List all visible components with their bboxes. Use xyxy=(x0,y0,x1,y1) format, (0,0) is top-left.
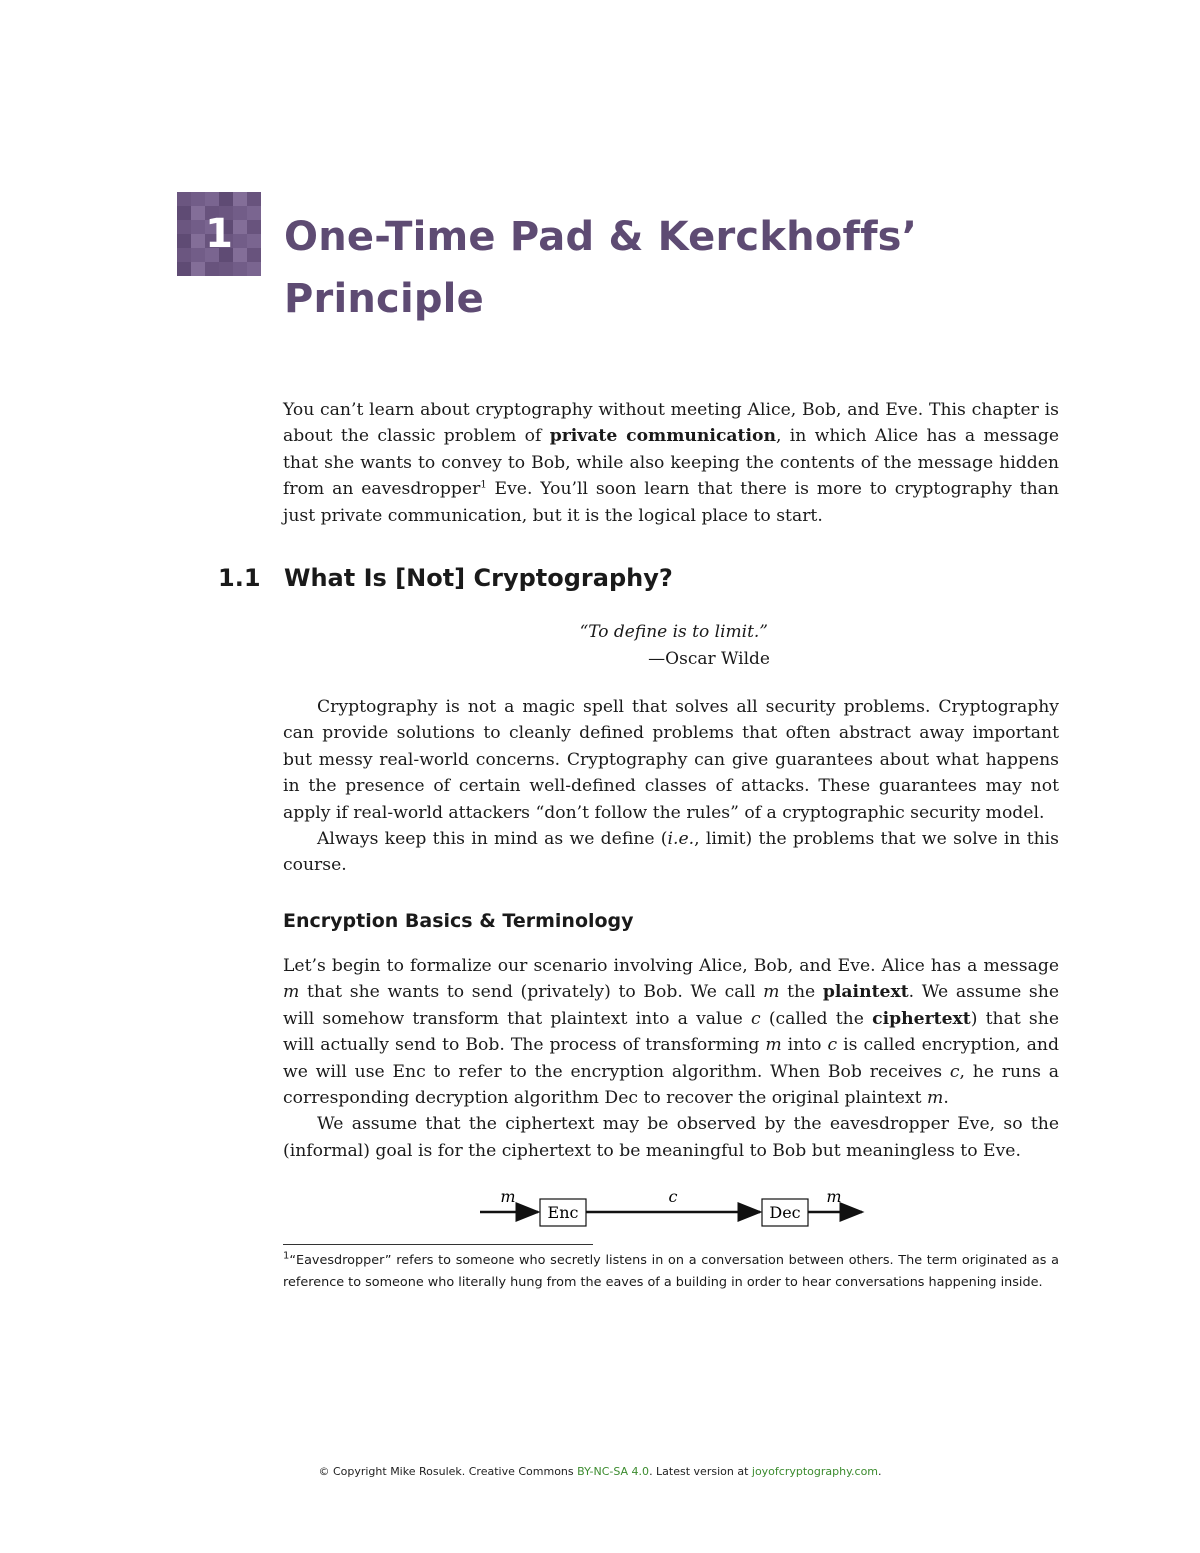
var-m: m xyxy=(283,982,300,1003)
intro-bold-term: private communication xyxy=(549,426,776,447)
encryption-diagram xyxy=(470,1180,870,1230)
subsection-heading: Encryption Basics & Terminology xyxy=(283,910,634,932)
para2-text-b: , limit) the problems that we solve in this course. xyxy=(283,829,1059,876)
output-label: m xyxy=(826,1187,842,1206)
footnote-ref[interactable]: 1 xyxy=(480,479,487,491)
var-c: c xyxy=(750,1008,761,1029)
enc-label: Enc xyxy=(547,1203,579,1222)
footnote xyxy=(283,1250,1059,1294)
term-plaintext: plaintext xyxy=(822,982,909,1003)
term-ciphertext: ciphertext xyxy=(872,1008,971,1029)
cipher-label: c xyxy=(668,1187,678,1206)
basics-body xyxy=(283,953,1059,1164)
footnote-mark: 1 xyxy=(283,1250,290,1262)
basics-text: . We assume she will somehow transform that plaintext into a value xyxy=(283,982,1059,1029)
page-footer xyxy=(0,1465,1200,1478)
basics-paragraph-1 xyxy=(283,953,1059,1111)
basics-text: that she wants to send (privately) to Bob. We call xyxy=(299,982,764,1003)
basics-text: , he runs a corresponding decryption algorithm Dec to recover the original plaintext xyxy=(283,1061,1059,1109)
var-m: m xyxy=(763,982,780,1003)
chapter-title-line2: Principle xyxy=(284,276,484,322)
var-m: m xyxy=(765,1035,782,1056)
var-c: c xyxy=(827,1035,838,1056)
section-paragraph-2 xyxy=(283,826,1059,879)
section-paragraph-1: Cryptography is not a magic spell that solves all security problems. Cryptography can provide solutions to cleanly defined problems that often abstract away important but messy real-world concerns. Cryptography can give guarantees about what happens in the presence of certain well-defined classes of attacks. These guarantees may not apply if real-world attackers “don’t follow the rules” of a cryptographic security model. xyxy=(283,697,1059,823)
para2-text-a: Always keep this in mind as we define ( xyxy=(317,829,668,850)
epigraph xyxy=(470,619,770,673)
basics-text: ) that she will actually send to Bob. The process of transforming xyxy=(283,1008,1059,1056)
basics-text: . xyxy=(943,1088,949,1109)
basics-paragraph-2: We assume that the ciphertext may be observed by the eavesdropper Eve, so the (informal) goal is for the ciphertext to be meaningful to Bob but meaningless to Eve. xyxy=(283,1114,1059,1161)
section-title: What Is [Not] Cryptography? xyxy=(284,564,673,592)
chapter-title-line1: One-Time Pad & Kerckhoffs’ xyxy=(284,214,918,260)
section-heading xyxy=(218,564,673,592)
basics-text: the xyxy=(779,982,823,1003)
footer-copyright: © Copyright Mike Rosulek. Creative Commons xyxy=(318,1465,578,1478)
para2-ie: i.e. xyxy=(667,829,695,850)
section-body xyxy=(283,694,1059,879)
site-link[interactable]: joyofcryptography.com xyxy=(751,1465,879,1478)
footer-text: . Latest version at xyxy=(649,1465,752,1478)
chapter-title xyxy=(284,206,1064,330)
dec-label: Dec xyxy=(769,1203,801,1222)
chapter-number: 1 xyxy=(205,211,233,257)
intro-text-2: , in which Alice has a message that she wants to convey to Bob, while also keeping the contents of the message hidden from an eavesdropper xyxy=(283,426,1060,500)
license-link[interactable]: BY-NC-SA 4.0 xyxy=(577,1465,650,1478)
epigraph-text: “To define is to limit.” xyxy=(579,622,768,642)
footnote-rule xyxy=(283,1244,593,1245)
input-label: m xyxy=(500,1187,516,1206)
basics-text: Let’s begin to formalize our scenario involving Alice, Bob, and Eve. Alice has a message xyxy=(283,956,1059,976)
basics-text: into xyxy=(781,1035,828,1056)
intro-text-3: Eve. You’ll soon learn that there is more to cryptography than just private communication, but it is the logical place to start. xyxy=(283,479,1060,526)
intro-text-1: You can’t learn about cryptography without meeting Alice, Bob, and Eve. This chapter is about the classic problem of xyxy=(283,400,1059,447)
footer-suffix: . xyxy=(878,1465,882,1478)
var-c: c xyxy=(949,1061,960,1082)
epigraph-author: —Oscar Wilde xyxy=(648,649,770,669)
basics-text: (called the xyxy=(760,1008,873,1029)
intro-paragraph xyxy=(283,397,1059,529)
var-m: m xyxy=(927,1088,944,1109)
section-number: 1.1 xyxy=(218,564,261,592)
basics-text: is called encryption, and we will use Enc to refer to the encryption algorithm. When Bob receives xyxy=(283,1035,1059,1082)
footnote-text: “Eavesdropper” refers to someone who secretly listens in on a conversation between others. The term originated as a reference to someone who literally hung from the eaves of a building in order to hear conversations happening inside. xyxy=(283,1253,1059,1290)
